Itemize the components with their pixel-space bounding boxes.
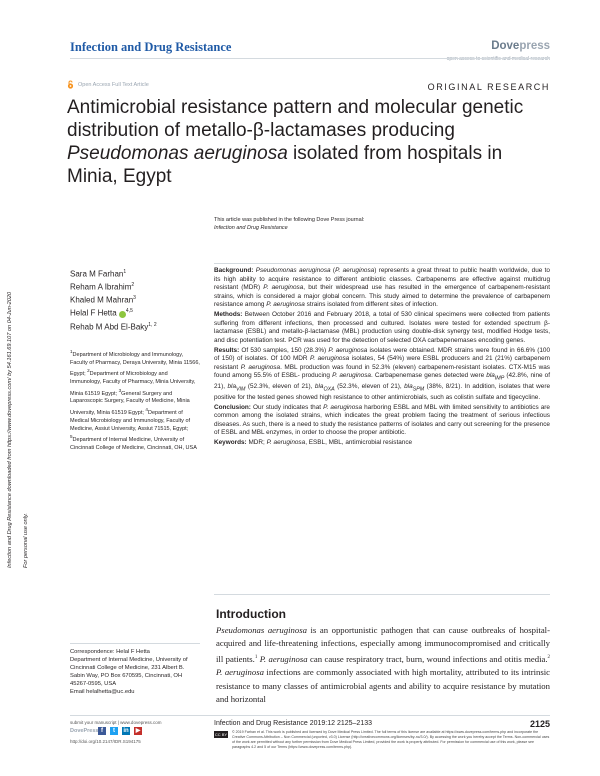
- facebook-icon[interactable]: f: [98, 727, 106, 735]
- correspondence-email[interactable]: Email helalhetta@uc.edu: [70, 689, 135, 695]
- open-access-icon: [67, 80, 74, 89]
- title-organism: Pseudomonas aeruginosa: [67, 143, 288, 164]
- publisher-logo[interactable]: [491, 40, 550, 52]
- article-title: [67, 96, 547, 188]
- author: Reham A Ibrahim$^2$: [70, 282, 135, 292]
- footer-logo[interactable]: DovePress: [70, 728, 99, 734]
- author: Sara M Farhan$^1$: [70, 269, 127, 279]
- download-note: [4, 148, 29, 568]
- brand-suffix: press: [519, 40, 550, 52]
- abstract-conclusion: Conclusion: Our study indicates that P. aeruginosa harboring ESBL and MBL with limited sensitivity to antibiotics are common among the isolated strains, which indicates the great problem facing the treatment of serious infectious diseases. As such, there is a need to study the resistance patterns of isolates and carry out screening for the presence of ESBL and MBL enzymes, in order to choose the proper antibiotic.: [214, 403, 550, 437]
- abstract-methods: Methods: Between October 2016 and February 2018, a total of 530 clinical specimens were collected from patients suffering from different infections, then processed and cultured. Isolates were tested for extended spectrum β-lactamase (ESBL) and metallo-β-lactamase (MBL) production using double-disk synergy test, modified Hodge tests, and disc potentiation test. PCR was used for the detection of selected OXA carbapenemases encoding genes.: [214, 311, 550, 344]
- doi-link[interactable]: http://doi.org/10.2147/IDR.S194175: [70, 739, 141, 744]
- social-links: [98, 727, 142, 735]
- citation-link[interactable]: 1: [254, 654, 258, 660]
- correspondence-address: Department of Internal Medicine, University of Cincinnati College of Medicine, 231 Albert B. Sabin Way, PO Box 670595, Cincinnati, OH 45267-0595, USA: [70, 657, 188, 687]
- abstract: [214, 267, 550, 449]
- twitter-icon[interactable]: t: [110, 727, 118, 735]
- correspondence-divider: [70, 643, 200, 644]
- license-text: © 2019 Farhan et al. This work is published and licensed by Dove Medical Press Limited. The full terms of this license are available at https://www.dovepress.com/terms.php and incorporate the Creative Commons Attribution – Non Commercial (unported, v3.0) License (http://creativecommons.org/licenses/by-nc/3.0/). By accessing the work you hereby accept the Terms. Non-commercial uses of the work are permitted without any further permission from Dove Medical Press Limited, provided the work is properly attributed. For permission for commercial use of this work, please see paragraphs 4.2 and 5 of our Terms (https://www.dovepress.com/terms.php).: [232, 730, 550, 749]
- publication-note-line-1: This article was published in the following Dove Press journal:: [214, 217, 365, 223]
- publisher-tagline: open access to scientific and medical research: [446, 56, 550, 62]
- author-list: [70, 267, 157, 333]
- correspondence: [70, 648, 200, 696]
- header-divider: [70, 58, 550, 59]
- brand-main: Dove: [491, 40, 520, 52]
- citation-line: Infection and Drug Resistance 2019:12 2125–2133: [214, 720, 373, 727]
- intro-heading: Introduction: [216, 607, 286, 621]
- download-note-line-1: Infection and Drug Resistance downloaded from https://www.dovepress.com/ by 54.161.69.107 on 04-Jun-2020: [7, 291, 13, 568]
- publication-note-journal: Infection and Drug Resistance: [214, 225, 288, 231]
- open-access-badge: [67, 80, 149, 89]
- abstract-background: Background: Pseudomonas aeruginosa (P. aeruginosa) represents a great threat to public health worldwide, due to its high ability to acquire resistance to different antibiotic classes. Carbapenems are effective against multidrug resistant (MDR) P. aeruginosa, but their widespread use has resulted in the emergence of carbapenem-resistant strains, which is considered a major global concern. This study aimed to determine the prevalence of carbapenem resistance among P. aeruginosa strains isolated from different sites of infection.: [214, 267, 550, 308]
- submit-manuscript-link[interactable]: submit your manuscript | www.dovepress.com: [70, 720, 162, 725]
- youtube-icon[interactable]: ▶: [135, 728, 141, 734]
- abstract-bottom-divider: [214, 594, 550, 595]
- affiliations: $^1$Department of Microbiology and Immunology, Faculty of Pharmacy, Deraya University, Minia 11566, Egypt; $^2$Department of Microbiology and Immunology, Faculty of Pharmacy, Minia University, Minia 61519 Egypt; $^3$General Surgery and Laparoscopic Surgery, Faculty of Medicine, Minia University, Minia 61519 Egypt; $^4$Department of Medical Microbiology and Immunology, Faculty of Medicine, Assiut University, Assiut 71515, Egypt; $^5$Department of Internal Medicine, University of Cincinnati College of Medicine, Cincinnati, OH, USA: [70, 349, 200, 452]
- article-section: ORIGINAL RESEARCH: [427, 82, 550, 92]
- title-part-1: Antimicrobial resistance pattern and molecular genetic distribution of metallo-β-lactamases producing: [67, 97, 524, 141]
- page-number: 2125: [529, 719, 550, 729]
- abstract-top-divider: [214, 263, 550, 264]
- citation-link[interactable]: 2: [547, 654, 551, 660]
- abstract-keywords: Keywords: MDR; P. aeruginosa, ESBL, MBL, antimicrobial resistance: [214, 439, 413, 447]
- cc-license-icon[interactable]: CC BY NC: [214, 732, 228, 744]
- correspondence-label: Correspondence: Helal F Hetta: [70, 649, 150, 655]
- abstract-results: Results: Of 530 samples, 150 (28.3%) P. aeruginosa isolates were obtained. MDR strains were found in 66.6% (100 of 150) of isolates. Of 100 MDR P. aeruginosa isolates, 54 (54%) were ESBL producers and 21 (21%) carbapenem resistant P. aeruginosa. MBL production was found in 52.3% (eleven) carbapenem-resistant isolates. CTX-M15 was found among 55.5% of ESBL- producing P. aeruginosa. Carbapenemase genes detected were bla$_{IMP}$ (42.8%, nine of 21), bla$_{VIM}$ (52.3%, eleven of 21), bla$_{OXA}$ (52.3%, eleven of 21), bla$_{SPM}$ (38%, 8/21). In addition, isolates that were positive for the tested genes showed high resistance to other antimicrobials, such as colistin sulfate and tigecycline.: [214, 346, 551, 401]
- orcid-icon[interactable]: [119, 311, 126, 318]
- intro-body: Pseudomonas aeruginosa is an opportunistic pathogen that can cause outbreaks of hospital-acquired and life-threatening infections, especially among immunocompromised and critically ill patients.$^1$ P. aeruginosa can cause respiratory tract, burn, wound infections and otitis media.$^2$ P. aeruginosa infections are commonly associated with high mortality, attributed to its intrinsic resistance to many classes of antimicrobial agents and ability to acquire resistance by mutation and horizontal: [216, 625, 551, 704]
- title-part-2: isolated from hospitals in Minia, Egypt: [67, 143, 503, 187]
- author: Rehab M Abd El-Baky$^{1, 2}$: [70, 321, 157, 332]
- linkedin-icon[interactable]: in: [123, 728, 129, 734]
- footer-divider: [70, 715, 550, 716]
- download-note-line-2: For personal use only.: [23, 513, 29, 568]
- open-access-label: Open Access Full Text Article: [78, 81, 149, 88]
- journal-name[interactable]: Infection and Drug Resistance: [70, 40, 232, 54]
- author: Helal F Hetta $^{4,5}$: [70, 308, 133, 319]
- publication-note: [214, 216, 364, 232]
- author: Khaled M Mahran$^3$: [70, 295, 136, 305]
